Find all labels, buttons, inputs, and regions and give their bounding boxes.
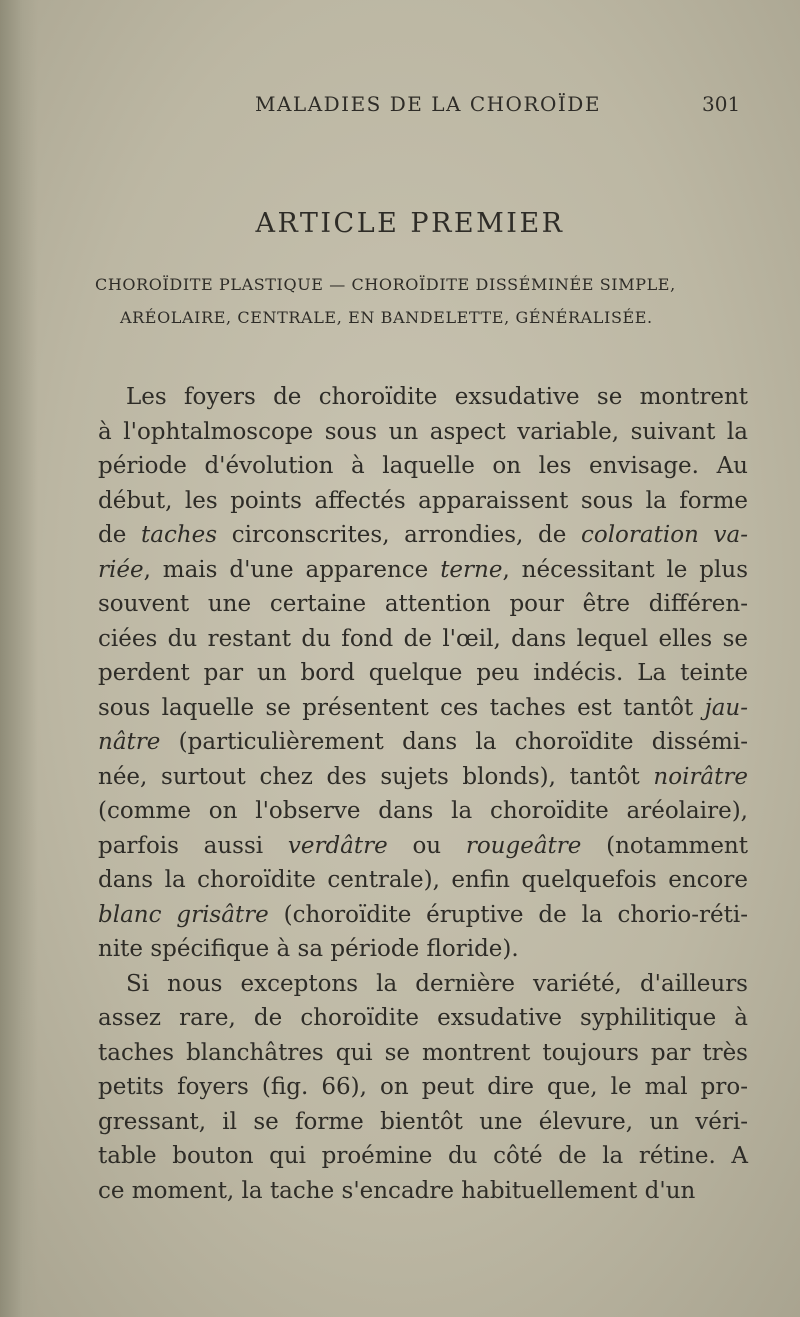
text-line [98,863,748,898]
article-subtitle-line-2: ARÉOLAIRE, CENTRALE, EN BANDELETTE, GÉNÉRALISÉE. [120,308,653,327]
italic-term: nâtre [98,729,161,755]
text-segment: assez rare, de choroïdite exsudative syphilitique à [98,1005,748,1031]
text-segment: sous laquelle se présentent ces taches est tantôt [98,694,705,721]
text-segment: de [98,522,141,548]
text-segment: taches blanchâtres qui se montrent toujours par très [98,1039,748,1066]
italic-term: coloration va- [580,522,748,548]
text-line [98,1036,748,1071]
text-segment: à l'ophtalmoscope sous un aspect variable, suivant la [98,418,748,445]
text-segment: (notamment [581,832,748,859]
running-head [0,92,800,122]
text-line [98,1174,748,1209]
text-segment: (choroïdite éruptive de la chorio-réti- [268,901,748,928]
text-segment: (comme on l'observe dans la choroïdite aréolaire), [98,798,748,824]
text-segment: période d'évolution à laquelle on les envisage. Au [98,453,748,479]
text-line [98,1105,748,1140]
text-line [98,932,748,967]
text-segment: dans la choroïdite centrale), enfin quelquefois encore [98,867,748,893]
text-segment: gressant, il se forme bientôt une élevure, un véri- [98,1108,748,1135]
text-line [98,449,748,484]
italic-term: jau- [704,694,748,721]
text-segment: début, les points affectés apparaissent sous la forme [98,487,748,514]
text-line [98,794,748,829]
article-subtitle-line-1: CHOROÏDITE PLASTIQUE — CHOROÏDITE DISSÉMINÉE SIMPLE, [95,275,676,294]
italic-term: rougeâtre [465,832,582,859]
text-segment: née, surtout chez des sujets blonds), tantôt [98,763,654,790]
text-line [98,518,748,553]
text-segment: souvent une certaine attention pour être différen- [98,591,748,617]
text-segment: , mais d'une apparence [143,556,441,583]
text-line [98,967,748,1002]
text-segment: petits foyers (fig. 66), on peut dire que, le mal pro- [98,1074,748,1100]
text-segment: ou [387,832,466,859]
text-line [98,1139,748,1174]
text-segment: nite spécifique à sa période floride). [98,936,519,962]
italic-term: terne [440,556,503,583]
text-segment: Les foyers de choroïdite exsudative se montrent [126,384,748,410]
text-line [98,656,748,691]
italic-term: verdâtre [287,832,388,859]
text-segment: Si nous exceptons la dernière variété, d'ailleurs [126,970,748,997]
text-segment: ce moment, la tache s'encadre habituellement d'un [98,1177,696,1204]
text-line [98,691,748,726]
text-line [98,760,748,795]
running-head-title: MALADIES DE LA CHOROÏDE [255,92,601,116]
italic-term: taches [141,522,218,548]
text-line [98,725,748,760]
text-line [98,829,748,864]
text-line [98,1070,748,1105]
text-segment: table bouton qui proémine du côté de la rétine. A [98,1143,748,1169]
text-line [98,484,748,519]
page-edge-shadow [0,0,38,1317]
italic-term: blanc grisâtre [98,901,269,928]
text-segment: (particulièrement dans la choroïdite dissémi- [160,729,748,755]
article-title: ARTICLE PREMIER [255,208,565,239]
text-line [98,1001,748,1036]
text-line [98,622,748,657]
italic-term: noirâtre [653,763,748,790]
body-text [98,380,748,1208]
text-segment: ciées du restant du fond de l'œil, dans lequel elles se [98,625,748,652]
text-line [98,380,748,415]
text-segment: circonscrites, arrondies, de [217,522,581,548]
text-line [98,587,748,622]
text-line [98,553,748,588]
text-segment: , nécessitant le plus [502,556,748,583]
text-segment: parfois aussi [98,832,288,859]
text-line [98,415,748,450]
text-line [98,898,748,933]
text-segment: perdent par un bord quelque peu indécis. La teinte [98,660,748,686]
page-number: 301 [702,92,741,116]
italic-term: riée [98,556,144,583]
